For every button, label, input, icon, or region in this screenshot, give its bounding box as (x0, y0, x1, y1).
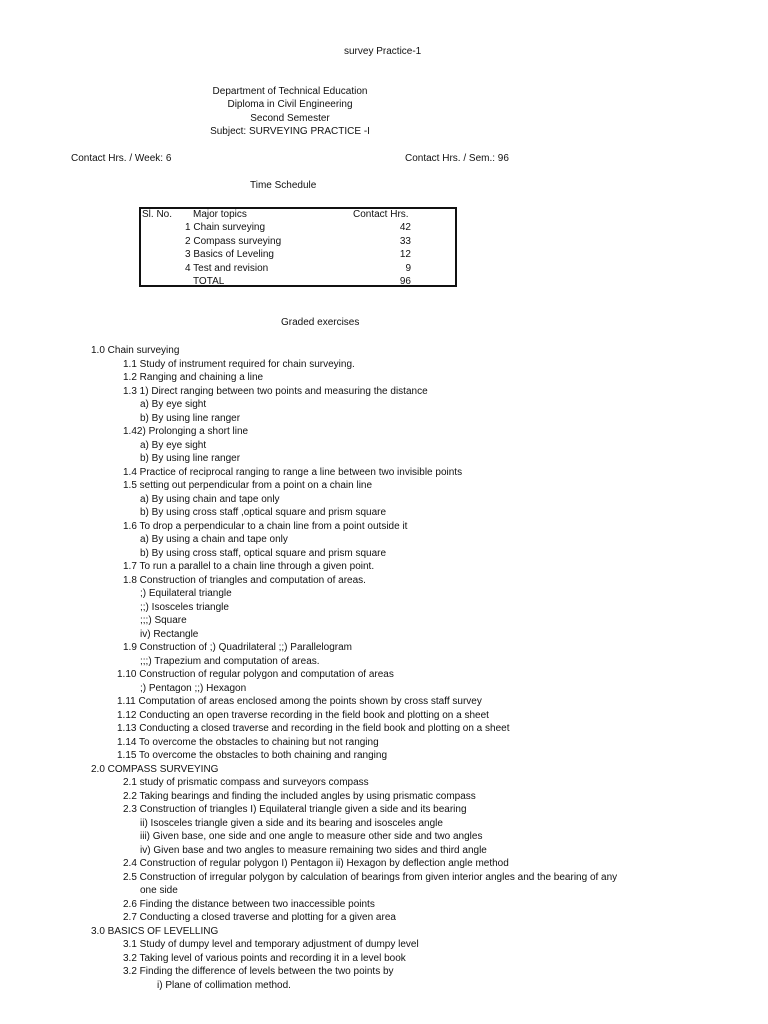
exercise-line: 2.7 Conducting a closed traverse and plotting for a given area (123, 912, 396, 923)
row-number: 3 (185, 249, 191, 260)
exercise-line: 1.0 Chain surveying (91, 345, 180, 356)
exercise-line: 1.15 To overcome the obstacles to both chaining and ranging (117, 750, 387, 761)
exercise-line: one side (140, 885, 178, 896)
exercise-line: 3.0 BASICS OF LEVELLING (91, 926, 219, 937)
exercise-line: b) By using line ranger (140, 453, 241, 464)
page-title: survey Practice-1 (344, 46, 422, 57)
exercise-line: 2.2 Taking bearings and finding the included angles by using prismatic compass (123, 791, 476, 802)
exercise-line: 1.5 setting out perpendicular from a point on a chain line (123, 480, 373, 491)
exercise-line: a) By eye sight (140, 440, 207, 451)
row-hours: 42 (399, 222, 411, 233)
exercise-line: ;;;) Square (140, 615, 187, 626)
exercise-line: 1.2 Ranging and chaining a line (123, 372, 264, 383)
exercise-line: iv) Given base and two angles to measure remaining two sides and third angle (140, 845, 487, 856)
time-schedule-title: Time Schedule (250, 180, 317, 191)
exercise-line: 1.1 Study of instrument required for chain surveying. (123, 359, 355, 370)
table-row (141, 221, 459, 235)
table-row (141, 248, 459, 262)
graded-exercises-title: Graded exercises (281, 317, 360, 328)
time-schedule-table (139, 207, 457, 287)
exercise-line: 2.3 Construction of triangles I) Equilateral triangle given a side and its bearing (123, 804, 467, 815)
row-hours: 9 (405, 262, 411, 274)
contact-hours-week: Contact Hrs. / Week: 6 (71, 153, 172, 164)
exercise-line: 2.1 study of prismatic compass and surveyors compass (123, 777, 369, 788)
department-name: Department of Technical Education (212, 86, 368, 97)
exercise-line: 1.8 Construction of triangles and computation of areas. (123, 575, 366, 586)
exercise-line: 2.4 Construction of regular polygon I) Pentagon ii) Hexagon by deflection angle method (123, 858, 509, 869)
header-contact-hrs: Contact Hrs. (353, 209, 409, 220)
row-topic: Test and revision (193, 262, 269, 274)
exercise-line: 1.10 Construction of regular polygon and computation of areas (117, 669, 394, 680)
row-hours: 12 (399, 249, 411, 260)
semester-label: Second Semester (250, 113, 330, 124)
exercise-line: 1.7 To run a parallel to a chain line through a given point. (123, 561, 375, 572)
exercise-line: a) By eye sight (140, 399, 207, 410)
row-topic: Basics of Leveling (193, 249, 274, 260)
exercise-line: 1.11 Computation of areas enclosed among the points shown by cross staff survey (117, 696, 482, 707)
table-header-row (141, 208, 459, 222)
exercise-line: ;) Pentagon ;;) Hexagon (140, 683, 247, 694)
exercise-line: b) By using cross staff ,optical square and prism square (140, 507, 387, 518)
exercise-line: i) Plane of collimation method. (157, 980, 291, 991)
exercise-line: 1.9 Construction of ;) Quadrilateral ;;) Parallelogram (123, 642, 352, 653)
exercise-line: 2.6 Finding the distance between two inaccessible points (123, 899, 375, 910)
row-topic: Chain surveying (193, 222, 266, 233)
exercise-line: 1.42) Prolonging a short line (123, 426, 249, 437)
subject-label: Subject: SURVEYING PRACTICE -I (210, 126, 370, 137)
exercise-line: a) By using a chain and tape only (140, 534, 288, 545)
exercise-line: ;;;) Trapezium and computation of areas. (140, 656, 320, 667)
exercise-line: iii) Given base, one side and one angle to measure other side and two angles (140, 831, 483, 842)
table-row (141, 235, 459, 249)
contact-hours-sem: Contact Hrs. / Sem.: 96 (405, 153, 509, 164)
exercise-line: 3.2 Finding the difference of levels between the two points by (123, 966, 394, 977)
header-major-topics: Major topics (193, 209, 247, 220)
exercise-line: b) By using cross staff, optical square and prism square (140, 548, 387, 559)
exercise-line: 2.0 COMPASS SURVEYING (91, 764, 219, 775)
row-topic: Compass surveying (193, 235, 282, 247)
table-total-row (141, 275, 459, 289)
total-label: TOTAL (193, 276, 225, 287)
exercise-line: a) By using chain and tape only (140, 494, 280, 505)
exercise-line: 2.5 Construction of irregular polygon by calculation of bearings from given interior angles and the bearing of any (123, 872, 618, 883)
exercise-line: 3.2 Taking level of various points and recording it in a level book (123, 953, 406, 964)
exercise-line: iv) Rectangle (140, 629, 199, 640)
exercise-line: ii) Isosceles triangle given a side and its bearing and isosceles angle (140, 818, 443, 829)
diploma-name: Diploma in Civil Engineering (227, 99, 353, 110)
table-row (141, 262, 459, 276)
exercise-line: 1.3 1) Direct ranging between two points and measuring the distance (123, 386, 428, 397)
header-sl-no: Sl. No. (142, 209, 173, 220)
exercise-line: 1.14 To overcome the obstacles to chaining but not ranging (117, 737, 379, 748)
exercise-line: b) By using line ranger (140, 413, 241, 424)
exercise-line: 1.4 Practice of reciprocal ranging to range a line between two invisible points (123, 467, 463, 478)
row-hours: 33 (399, 235, 411, 247)
exercise-line: 1.12 Conducting an open traverse recording in the field book and plotting on a sheet (117, 710, 489, 721)
exercise-line: ;) Equilateral triangle (140, 588, 232, 599)
row-number: 1 (185, 222, 191, 233)
exercise-line: 1.6 To drop a perpendicular to a chain line from a point outside it (123, 521, 408, 532)
row-number: 2 (185, 235, 191, 247)
total-hours: 96 (399, 276, 411, 287)
exercise-line: 1.13 Conducting a closed traverse and recording in the field book and plotting on a sheet (117, 723, 510, 734)
exercise-line: ;;) Isosceles triangle (140, 602, 229, 613)
row-number: 4 (185, 262, 191, 274)
exercise-line: 3.1 Study of dumpy level and temporary adjustment of dumpy level (123, 939, 419, 950)
